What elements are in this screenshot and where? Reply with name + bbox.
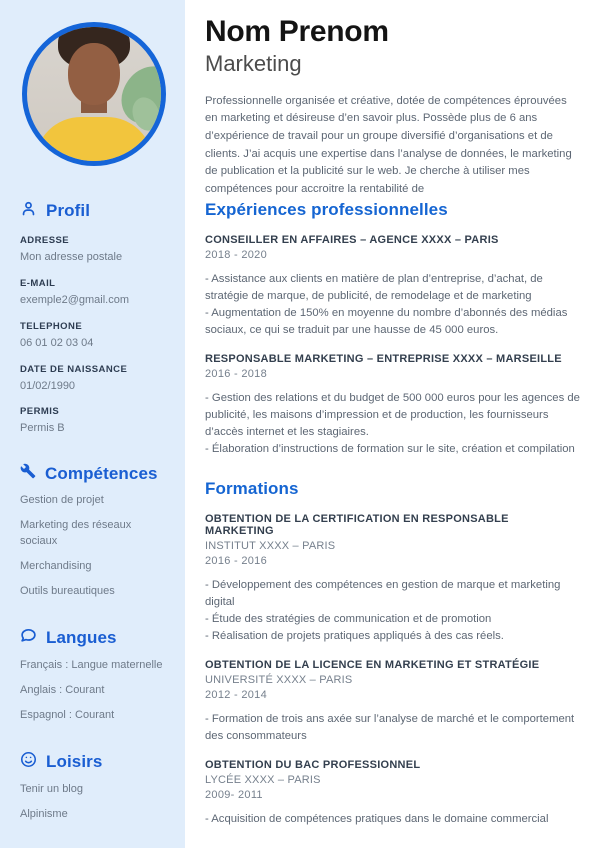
sidebar-section-profil bbox=[20, 200, 167, 222]
experience-dates: 2018 - 2020 bbox=[205, 249, 268, 262]
langue-item: Anglais : Courant bbox=[20, 683, 105, 696]
bullet-item: - Développement des compétences en gestion de marque et marketing digital bbox=[205, 578, 561, 608]
photo-person-face bbox=[68, 43, 120, 105]
loisir-item: Tenir un blog bbox=[20, 782, 83, 795]
formation-school: INSTITUT XXXX – PARIS bbox=[205, 539, 336, 552]
field-value: 06 01 02 03 04 bbox=[20, 336, 94, 349]
sidebar bbox=[0, 0, 185, 848]
section-title-langues: Langues bbox=[46, 627, 117, 647]
formation-entry bbox=[205, 659, 580, 745]
competence-item: Outils bureautiques bbox=[20, 584, 115, 597]
competence-item: Marketing des réseaux sociaux bbox=[20, 519, 132, 548]
formation-title: OBTENTION DE LA CERTIFICATION EN RESPONSABLE MARKETING bbox=[205, 512, 509, 537]
bullet-item: - Assistance aux clients en matière de plan d’entreprise, d’achat, de stratégie de marque, de publicité, de remodelage et de marketing bbox=[205, 273, 543, 303]
section-title-formations: Formations bbox=[205, 478, 299, 498]
candidate-name: Nom Prenom bbox=[205, 15, 389, 48]
field-value: Mon adresse postale bbox=[20, 251, 123, 263]
wrench-icon bbox=[20, 463, 36, 484]
field-label: ADRESSE bbox=[20, 235, 70, 246]
user-icon bbox=[20, 200, 37, 222]
profile-summary: Professionnelle organisée et créative, dotée de compétences éprouvées en marketing et désireuse d’en savoir plus. Possède plus de 6 ans d’expérience de travail pour un groupe diversifié d’organisations et de clients. J’ai acquis une expertise dans l’analyse de données, le marketing de publication et la publicité sur le web. Je cherche à utiliser mes compétences pour accroitre la rentabilité de bbox=[205, 94, 572, 195]
langues-list bbox=[20, 658, 167, 724]
bullet-item: - Acquisition de compétences pratiques dans le domaine commercial bbox=[205, 812, 549, 825]
loisir-item: Alpinisme bbox=[20, 807, 68, 820]
section-title-profil: Profil bbox=[46, 201, 91, 220]
competence-item: Merchandising bbox=[20, 560, 92, 573]
experience-title: RESPONSABLE MARKETING – ENTREPRISE XXXX – MARSEILLE bbox=[205, 353, 562, 366]
field-label: DATE DE NAISSANCE bbox=[20, 363, 128, 375]
profil-field-permis bbox=[20, 406, 167, 436]
bullet-item: - Réalisation de projets pratiques appliqués à des cas réels. bbox=[205, 629, 504, 642]
formation-title: OBTENTION DU BAC PROFESSIONNEL bbox=[205, 758, 421, 771]
formation-entry bbox=[205, 513, 580, 645]
bullet-item: - Augmentation de 150% en moyenne du nombre d’abonnés des médias sociaux, ce qui se traduit par une hausse de 45 000 euros. bbox=[205, 307, 568, 337]
candidate-job-title: Marketing bbox=[205, 50, 302, 76]
formation-bullets bbox=[205, 711, 580, 745]
formation-dates: 2012 - 2014 bbox=[205, 688, 268, 701]
bullet-item: - Élaboration d’instructions de formation sur le site, création et compilation bbox=[205, 443, 575, 456]
field-value: Permis B bbox=[20, 422, 65, 435]
profil-field-telephone bbox=[20, 321, 167, 351]
profil-field-adresse bbox=[20, 235, 167, 265]
bullet-item: - Gestion des relations et du budget de 500 000 euros pour les agences de publicité, les maisons d’impression et de production, les fournisseurs d’accès internet et les stagiaires. bbox=[205, 392, 580, 439]
section-title-competences: Compétences bbox=[45, 463, 158, 483]
experience-bullets bbox=[205, 271, 580, 339]
bullet-item: - Formation de trois ans axée sur l’analyse de marché et le comportement des consommateurs bbox=[205, 712, 575, 742]
photo-person-blouse bbox=[35, 117, 153, 166]
competence-item: Gestion de projet bbox=[20, 494, 104, 507]
formation-bullets bbox=[205, 577, 580, 645]
formation-dates: 2009- 2011 bbox=[205, 788, 263, 801]
experience-entry bbox=[205, 234, 580, 339]
sidebar-section-langues bbox=[20, 627, 167, 649]
section-title-loisirs: Loisirs bbox=[46, 751, 103, 771]
profil-field-naissance bbox=[20, 364, 167, 394]
competences-list bbox=[20, 493, 167, 600]
experience-title: CONSEILLER EN AFFAIRES – AGENCE XXXX – PARIS bbox=[205, 234, 499, 247]
experience-bullets bbox=[205, 390, 580, 458]
field-value: exemple2@gmail.com bbox=[20, 293, 129, 306]
formation-entry bbox=[205, 759, 580, 828]
formation-bullets bbox=[205, 811, 580, 828]
langue-item: Français : Langue maternelle bbox=[20, 658, 163, 671]
field-label: PERMIS bbox=[20, 406, 60, 418]
formation-school: LYCÉE XXXX – PARIS bbox=[205, 773, 321, 786]
main-column bbox=[185, 0, 600, 848]
profile-photo bbox=[22, 22, 166, 166]
section-title-experiences: Expériences professionnelles bbox=[205, 200, 448, 220]
experience-entry bbox=[205, 353, 580, 458]
langue-item: Espagnol : Courant bbox=[20, 708, 115, 721]
sidebar-section-loisirs bbox=[20, 751, 167, 773]
experience-dates: 2016 - 2018 bbox=[205, 368, 268, 381]
field-label: TELEPHONE bbox=[20, 320, 83, 332]
smiley-icon bbox=[20, 751, 37, 773]
profil-field-email bbox=[20, 278, 167, 308]
formation-school: UNIVERSITÉ XXXX – PARIS bbox=[205, 673, 353, 686]
bullet-item: - Étude des stratégies de communication et de promotion bbox=[205, 612, 492, 625]
field-label: E-MAIL bbox=[20, 277, 56, 289]
formation-title: OBTENTION DE LA LICENCE EN MARKETING ET STRATÉGIE bbox=[205, 658, 540, 671]
formation-dates: 2016 - 2016 bbox=[205, 554, 268, 567]
field-value: 01/02/1990 bbox=[20, 379, 76, 392]
sidebar-section-competences bbox=[20, 463, 167, 484]
speech-bubble-icon bbox=[20, 627, 37, 649]
loisirs-list bbox=[20, 782, 167, 823]
